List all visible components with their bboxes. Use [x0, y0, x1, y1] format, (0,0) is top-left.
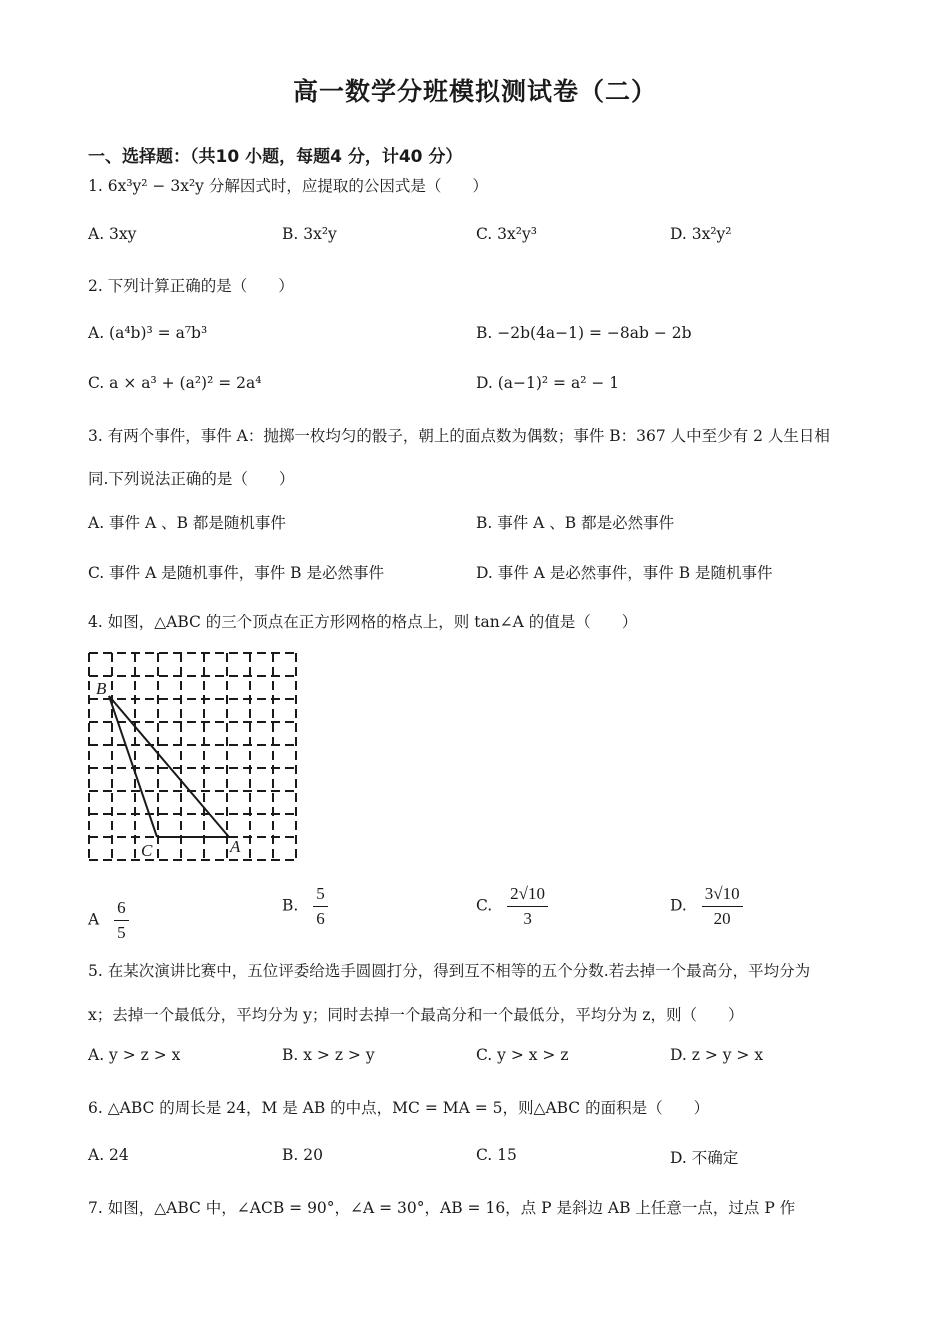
- question-1-option-d: D. 3x²y²: [670, 225, 732, 243]
- vertex-label-b: B: [96, 679, 107, 698]
- question-2-option-a: A. (a⁴b)³ = a⁷b³: [88, 324, 208, 342]
- question-5-option-d: D. z > y > x: [670, 1046, 764, 1064]
- question-2-option-b: B. −2b(4a−1) = −8ab − 2b: [476, 324, 692, 342]
- fraction: [313, 884, 328, 929]
- fraction: [507, 884, 548, 929]
- numerator: 5: [313, 884, 328, 907]
- question-6-option-a: A. 24: [88, 1146, 129, 1164]
- question-5-line-2: x；去掉一个最低分，平均分为 y；同时去掉一个最高分和一个最低分，平均分为 z，则（ ）: [88, 1006, 744, 1024]
- question-4-option-a: [88, 898, 129, 943]
- question-5-option-c: C. y > x > z: [476, 1046, 569, 1064]
- question-1-option-c: C. 3x²y³: [476, 225, 537, 243]
- numerator: 6: [114, 898, 129, 921]
- question-2-option-d: D. (a−1)² = a² − 1: [476, 374, 620, 392]
- question-4-option-b: [282, 884, 328, 929]
- question-6-option-d: D. 不确定: [670, 1149, 739, 1167]
- question-2-option-c: C. a × a³ + (a²)² = 2a⁴: [88, 374, 262, 392]
- option-letter: D.: [670, 896, 687, 915]
- question-1-option-b: B. 3x²y: [282, 225, 337, 243]
- fraction: [702, 884, 743, 929]
- question-5-option-b: B. x > z > y: [282, 1046, 375, 1064]
- question-5-option-a: A. y > z > x: [88, 1046, 181, 1064]
- question-2-stem: 2. 下列计算正确的是（ ）: [88, 277, 294, 295]
- page-title: 高一数学分班模拟测试卷（二）: [292, 77, 657, 106]
- question-6-stem: 6. △ABC 的周长是 24，M 是 AB 的中点，MC = MA = 5，则△ABC 的面积是（ ）: [88, 1099, 710, 1117]
- dashed-grid: [89, 653, 297, 861]
- question-5-line-1: 5. 在某次演讲比赛中，五位评委给选手圆圆打分，得到互不相等的五个分数.若去掉一个最高分，平均分为: [88, 962, 811, 980]
- fraction: [114, 898, 129, 943]
- option-letter: C.: [476, 896, 493, 915]
- option-letter: A: [88, 910, 100, 929]
- denominator: 20: [713, 909, 731, 928]
- triangle-abc: [109, 696, 229, 837]
- question-3-line-2: 同.下列说法正确的是（ ）: [88, 470, 295, 488]
- numerator: 2√10: [507, 884, 548, 907]
- question-4-option-c: [476, 884, 548, 929]
- question-3-option-b: B. 事件 A 、B 都是必然事件: [476, 514, 675, 532]
- question-6-option-b: B. 20: [282, 1146, 323, 1164]
- question-3-option-a: A. 事件 A 、B 都是随机事件: [88, 514, 286, 532]
- vertex-label-a: A: [230, 837, 241, 856]
- question-7-stem: 7. 如图，△ABC 中，∠ACB = 90°，∠A = 30°，AB = 16，点 P 是斜边 AB 上任意一点，过点 P 作: [88, 1199, 796, 1217]
- question-3-option-c: C. 事件 A 是随机事件，事件 B 是必然事件: [88, 564, 384, 582]
- numerator: 3√10: [702, 884, 743, 907]
- vertex-label-c: C: [141, 841, 153, 860]
- denominator: 6: [316, 909, 325, 928]
- option-letter: B.: [282, 896, 299, 915]
- question-1-stem: 1. 6x³y² − 3x²y 分解因式时，应提取的公因式是（ ）: [88, 177, 488, 195]
- question-1-option-a: A. 3xy: [88, 225, 137, 243]
- question-3-option-d: D. 事件 A 是必然事件，事件 B 是随机事件: [476, 564, 773, 582]
- question-6-option-c: C. 15: [476, 1146, 517, 1164]
- section-heading: 一、选择题：（共10 小题，每题4 分，计40 分）: [88, 147, 463, 167]
- question-4-stem: 4. 如图，△ABC 的三个顶点在正方形网格的格点上，则 tan∠A 的值是（ ）: [88, 613, 638, 631]
- question-3-line-1: 3. 有两个事件，事件 A：抛掷一枚均匀的骰子，朝上的面点数为偶数；事件 B：367 人中至少有 2 人生日相: [88, 427, 830, 445]
- grid-triangle-figure: [84, 648, 304, 868]
- question-4-option-d: [670, 884, 743, 929]
- denominator: 5: [117, 923, 126, 942]
- denominator: 3: [523, 909, 532, 928]
